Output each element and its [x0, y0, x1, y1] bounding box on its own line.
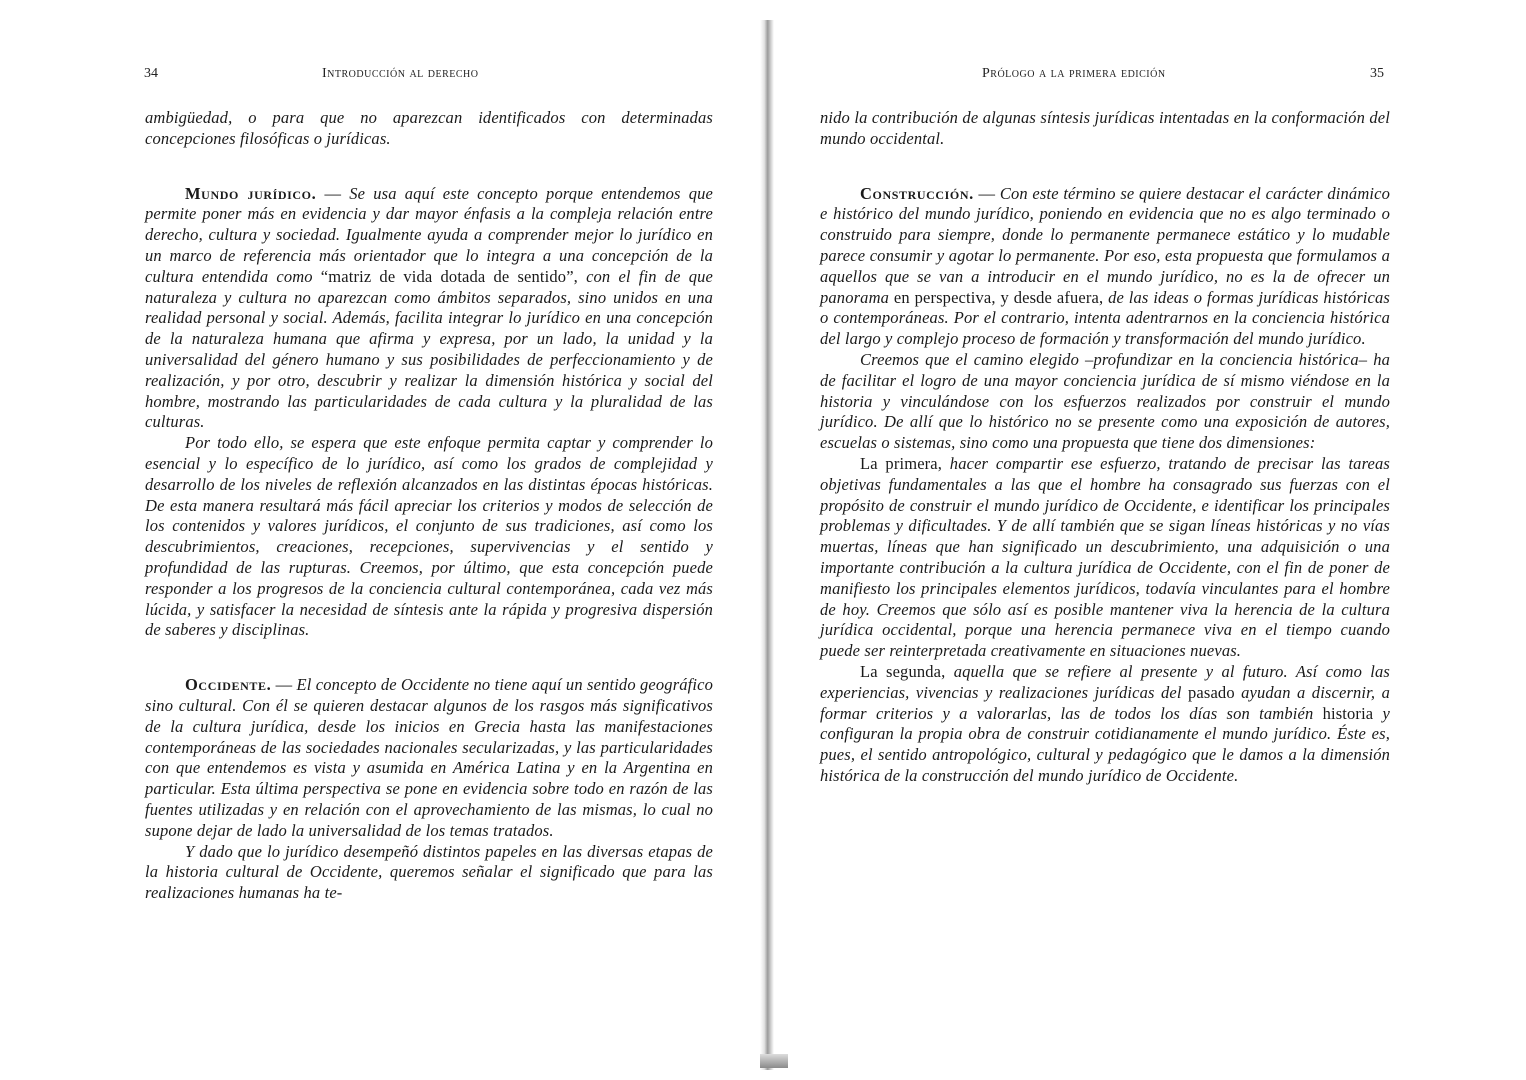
paragraph-la-segunda	[820, 662, 1390, 787]
running-head-right: Prólogo a la primera edición	[982, 66, 1166, 81]
section-occidente	[145, 675, 713, 841]
left-page-body	[145, 108, 713, 904]
paragraph: Creemos que el camino elegido –profundizar en la conciencia histórica– ha de facilitar el logro de una mayor conciencia jurídica de sí mismo viéndose en la historia y vinculándose con los esfuerzos realizados por construir el mundo jurídico. De allí que lo histórico no se presente como una exposición de autores, escuelas o sistemas, sino como una propuesta que tiene dos dimensiones:	[820, 349, 1390, 453]
paragraph-text: ayudan a discernir, a formar criterios y a valorarlas, las de todos los días son también	[820, 682, 1390, 723]
carry-over-paragraph: ambigüedad, o para que no aparezcan identificados con determinadas concepciones filosóficas o jurídicas.	[145, 108, 713, 148]
em-dash: —	[271, 675, 297, 695]
section-construccion	[820, 184, 1390, 350]
section-mundo-juridico	[145, 184, 713, 434]
paragraph-text: Con este término se quiere destacar el carácter dinámico e histórico del mundo jurídico, poniendo en evidencia que no es algo terminado o construido para siempre, donde lo permanente permanece estático y lo mudable parece consumir y agotar lo permanente. Por eso, esta propuesta que formulamos a aquellos que se van a introducir en el mundo jurídico, no es la de ofrecer un panorama	[820, 183, 1390, 307]
paragraph-text: El concepto de Occidente no tiene aquí un sentido geográfico sino cultural. Con él se quieren destacar algunos de los rasgos más significativos de la cultura jurídica, desde los inicios en Grecia hasta las manifestaciones contemporáneas de las sociedades nacionales secularizadas, y las particularidades con que entendemos es vista y asumida en América Latina y en la Argentina en particular. Esta última perspectiva se pone en evidencia sobre todo en razón de las fuentes utilizadas y en relación con el aprovechamiento de las mismas, lo cual no supone dejar de lado la universalidad de los temas tratados.	[145, 675, 714, 840]
right-page	[772, 0, 1526, 1080]
paragraph-text: y configuran la propia obra de construir cotidianamente el mundo jurídico. Éste es, pues, el sentido antropológico, cultural y pedagógico que le damos a la dimensión histórica de la construcción del mundo jurídico de Occidente.	[820, 703, 1390, 785]
running-head-left: Introducción al derecho	[322, 66, 479, 81]
roman-phrase: La primera,	[860, 453, 950, 473]
paragraph-text: aquella que se refiere al presente y al futuro. Así como las experiencias, vivencias y realizaciones jurídicas del	[820, 661, 1390, 702]
left-page	[0, 0, 760, 1080]
roman-phrase: historia	[1313, 703, 1383, 723]
em-dash: —	[973, 183, 1000, 203]
paragraph-text: hacer compartir ese esfuerzo, tratando de precisar las tareas objetivas fundamentales a las que el hombre ha consagrado sus fuerzas con el propósito de construir el mundo jurídico de Occidente, e identificar los principales problemas y dificultades. Y de allí también que se sigan líneas históricas y no vías muertas, líneas que han significado un descubrimiento, una adquisición o una importante contribución a la cultura jurídica de Occidente, con el fin de poner de manifiesto los principales elementos jurídicos, todavía vinculantes para el hombre de hoy. Creemos que sólo así es posible mantener viva la herencia de la cultura jurídica occidental, porque una herencia permanece viva en el tiempo cuando puede ser reinterpretada creativamente en situaciones nuevas.	[820, 453, 1390, 661]
right-page-body	[820, 108, 1390, 787]
quoted-phrase: “matriz de vida dotada de sentido”,	[312, 266, 587, 286]
section-term: Mundo jurídico.	[185, 183, 317, 203]
roman-phrase: La segunda,	[860, 661, 954, 681]
carry-over-paragraph: nido la contribución de algunas síntesis jurídicas intentadas en la conformación del mundo occidental.	[820, 108, 1390, 148]
em-dash: —	[316, 183, 350, 203]
paragraph-text: de las ideas o formas jurídicas históricas o contemporáneas. Por el contrario, intenta adentrarnos en la conciencia histórica del largo y complejo proceso de formación y transformación del mundo jurídico.	[820, 287, 1390, 349]
paragraph-text: con el fin de que naturaleza y cultura no aparezcan como ámbitos separados, sino unidos en una realidad personal y social. Además, facilita integrar lo jurídico en una concepción de la naturaleza humana que afirma y expresa, por un lado, la unidad y la universalidad del género humano y sus posibilidades de perfeccionamiento y de realización, y por otro, descubrir y realizar la dimensión histórica y social del hombre, mostrando las particularidades de cada cultura y la pluralidad de las culturas.	[145, 266, 713, 432]
paragraph-text: Se usa aquí este concepto porque entendemos que permite poner más en evidencia y dar mayor énfasis a la compleja relación entre derecho, cultura y sociedad. Igualmente ayuda a comprender mejor lo jurídico en un marco de referencia más orientador que lo integra a una concepción de la cultura entendida como	[145, 183, 713, 286]
roman-phrase: pasado	[1181, 682, 1242, 702]
paragraph: Por todo ello, se espera que este enfoque permita captar y comprender lo esencial y lo específico de lo jurídico, así como los grados de complejidad y desarrollo de los niveles de reflexión alcanzados en las distintas épocas históricas. De esta manera resultará más fácil apreciar los criterios y modos de selección de los contenidos y valores jurídicos, el conjunto de sus tradiciones, así como los descubrimientos, creaciones, recepciones, supervivencias y el sentido y profundidad de las rupturas. Creemos, por último, que esta concepción puede responder a los progresos de la conciencia cultural contemporánea, cada vez más lúcida, y satisfacer la necesidad de síntesis ante la rápida y progresiva dispersión de saberes y disciplinas.	[145, 433, 713, 640]
page-number-right: 35	[1370, 66, 1384, 81]
paragraph-la-primera	[820, 454, 1390, 662]
paragraph: Y dado que lo jurídico desempeñó distintos papeles en las diversas etapas de la historia cultural de Occidente, queremos señalar el significado que para las realizaciones humanas ha te-	[145, 841, 713, 903]
section-term: Occidente.	[185, 675, 272, 695]
section-term: Construcción.	[860, 183, 974, 203]
page-number-left: 34	[144, 66, 158, 81]
roman-phrase: en perspectiva, y desde afuera,	[889, 287, 1109, 307]
